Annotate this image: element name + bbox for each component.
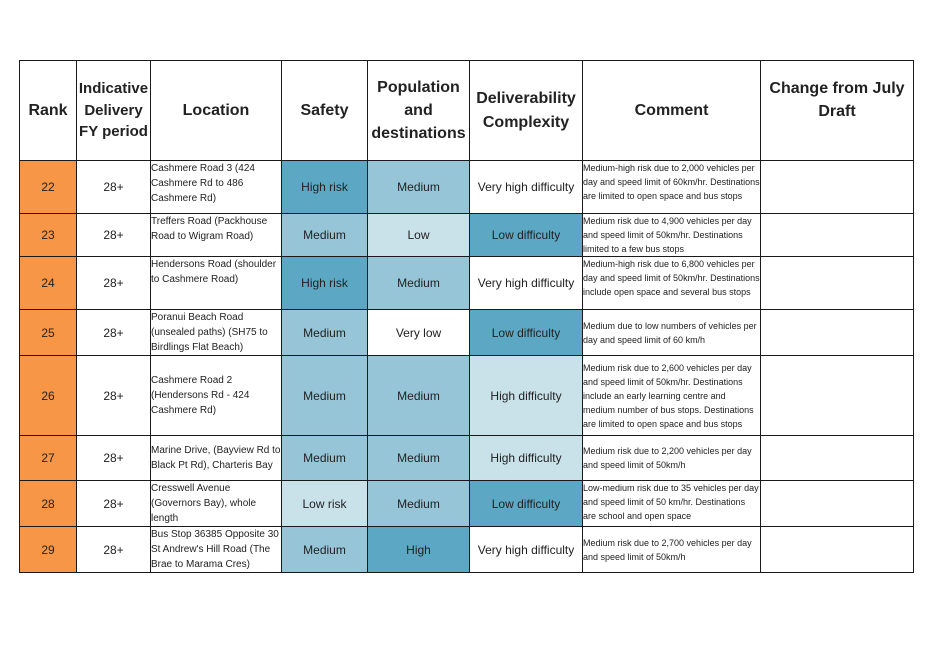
- population-cell: Medium: [368, 356, 470, 436]
- comment-cell: Medium risk due to 2,200 vehicles per day and speed limit of 50km/h: [583, 436, 761, 481]
- header-safety: Safety: [282, 61, 368, 161]
- header-rank: Rank: [20, 61, 77, 161]
- rank-cell: 29: [20, 527, 77, 573]
- population-cell: Medium: [368, 481, 470, 527]
- deliverability-cell: High difficulty: [470, 356, 583, 436]
- comment-cell: Medium-high risk due to 6,800 vehicles per day and speed limit of 50km/hr. Destinations include open space and several bus stops: [583, 257, 761, 310]
- fy-cell: 28+: [77, 257, 151, 310]
- deliverability-cell: Low difficulty: [470, 310, 583, 356]
- change-cell: [761, 481, 914, 527]
- rank-cell: 28: [20, 481, 77, 527]
- table-row: [20, 214, 914, 257]
- deliverability-cell: Very high difficulty: [470, 161, 583, 214]
- change-cell: [761, 356, 914, 436]
- population-cell: Medium: [368, 257, 470, 310]
- location-cell: Treffers Road (Packhouse Road to Wigram Road): [151, 214, 282, 257]
- header-comment: Comment: [583, 61, 761, 161]
- comment-cell: Medium-high risk due to 2,000 vehicles per day and speed limit of 60km/hr. Destinations are limited to open space and bus stops: [583, 161, 761, 214]
- population-cell: Medium: [368, 436, 470, 481]
- rank-cell: 25: [20, 310, 77, 356]
- comment-cell: Medium risk due to 4,900 vehicles per day and speed limit of 50km/hr. Destinations limited to a few bus stops: [583, 214, 761, 257]
- header-change: Change from July Draft: [761, 61, 914, 161]
- deliverability-cell: Very high difficulty: [470, 257, 583, 310]
- comment-cell: Medium due to low numbers of vehicles per day and speed limit of 60 km/h: [583, 310, 761, 356]
- location-cell: Poranui Beach Road (unsealed paths) (SH75 to Birdlings Flat Beach): [151, 310, 282, 356]
- table-row: [20, 310, 914, 356]
- safety-cell: High risk: [282, 257, 368, 310]
- location-cell: Hendersons Road (shoulder to Cashmere Road): [151, 257, 282, 310]
- safety-cell: Medium: [282, 310, 368, 356]
- location-cell: Cashmere Road 2 (Hendersons Rd - 424 Cashmere Rd): [151, 356, 282, 436]
- rank-cell: 22: [20, 161, 77, 214]
- comment-cell: Medium risk due to 2,600 vehicles per day and speed limit of 50km/hr. Destinations include an early learning centre and medium number of bus stops. Destinations are limited to open space and bus stops: [583, 356, 761, 436]
- safety-cell: High risk: [282, 161, 368, 214]
- deliverability-cell: Low difficulty: [470, 214, 583, 257]
- change-cell: [761, 527, 914, 573]
- fy-cell: 28+: [77, 310, 151, 356]
- location-cell: Cresswell Avenue (Governors Bay), whole length: [151, 481, 282, 527]
- safety-cell: Low risk: [282, 481, 368, 527]
- safety-cell: Medium: [282, 436, 368, 481]
- fy-cell: 28+: [77, 481, 151, 527]
- rank-cell: 24: [20, 257, 77, 310]
- location-cell: Bus Stop 36385 Opposite 30 St Andrew's Hill Road (The Brae to Marama Cres): [151, 527, 282, 573]
- fy-cell: 28+: [77, 356, 151, 436]
- change-cell: [761, 257, 914, 310]
- change-cell: [761, 214, 914, 257]
- fy-cell: 28+: [77, 161, 151, 214]
- rank-cell: 26: [20, 356, 77, 436]
- header-location: Location: [151, 61, 282, 161]
- table-row: [20, 161, 914, 214]
- location-cell: Cashmere Road 3 (424 Cashmere Rd to 486 Cashmere Rd): [151, 161, 282, 214]
- safety-cell: Medium: [282, 356, 368, 436]
- table-row: [20, 436, 914, 481]
- comment-cell: Medium risk due to 2,700 vehicles per day and speed limit of 50km/h: [583, 527, 761, 573]
- priority-table: [19, 60, 914, 573]
- safety-cell: Medium: [282, 214, 368, 257]
- comment-cell: Low-medium risk due to 35 vehicles per day and speed limit of 50 km/hr. Destinations are school and open space: [583, 481, 761, 527]
- fy-cell: 28+: [77, 527, 151, 573]
- header-fy-period: Indicative Delivery FY period: [77, 61, 151, 161]
- header-deliverability: Deliverability Complexity: [470, 61, 583, 161]
- rank-cell: 23: [20, 214, 77, 257]
- population-cell: Low: [368, 214, 470, 257]
- table-row: [20, 257, 914, 310]
- fy-cell: 28+: [77, 214, 151, 257]
- population-cell: High: [368, 527, 470, 573]
- deliverability-cell: Low difficulty: [470, 481, 583, 527]
- table-row: [20, 356, 914, 436]
- deliverability-cell: High difficulty: [470, 436, 583, 481]
- safety-cell: Medium: [282, 527, 368, 573]
- table-row: [20, 527, 914, 573]
- header-row: [20, 61, 914, 161]
- table-row: [20, 481, 914, 527]
- location-cell: Marine Drive, (Bayview Rd to Black Pt Rd), Charteris Bay: [151, 436, 282, 481]
- header-population: Population and destinations: [368, 61, 470, 161]
- change-cell: [761, 161, 914, 214]
- change-cell: [761, 436, 914, 481]
- fy-cell: 28+: [77, 436, 151, 481]
- change-cell: [761, 310, 914, 356]
- population-cell: Medium: [368, 161, 470, 214]
- deliverability-cell: Very high difficulty: [470, 527, 583, 573]
- population-cell: Very low: [368, 310, 470, 356]
- rank-cell: 27: [20, 436, 77, 481]
